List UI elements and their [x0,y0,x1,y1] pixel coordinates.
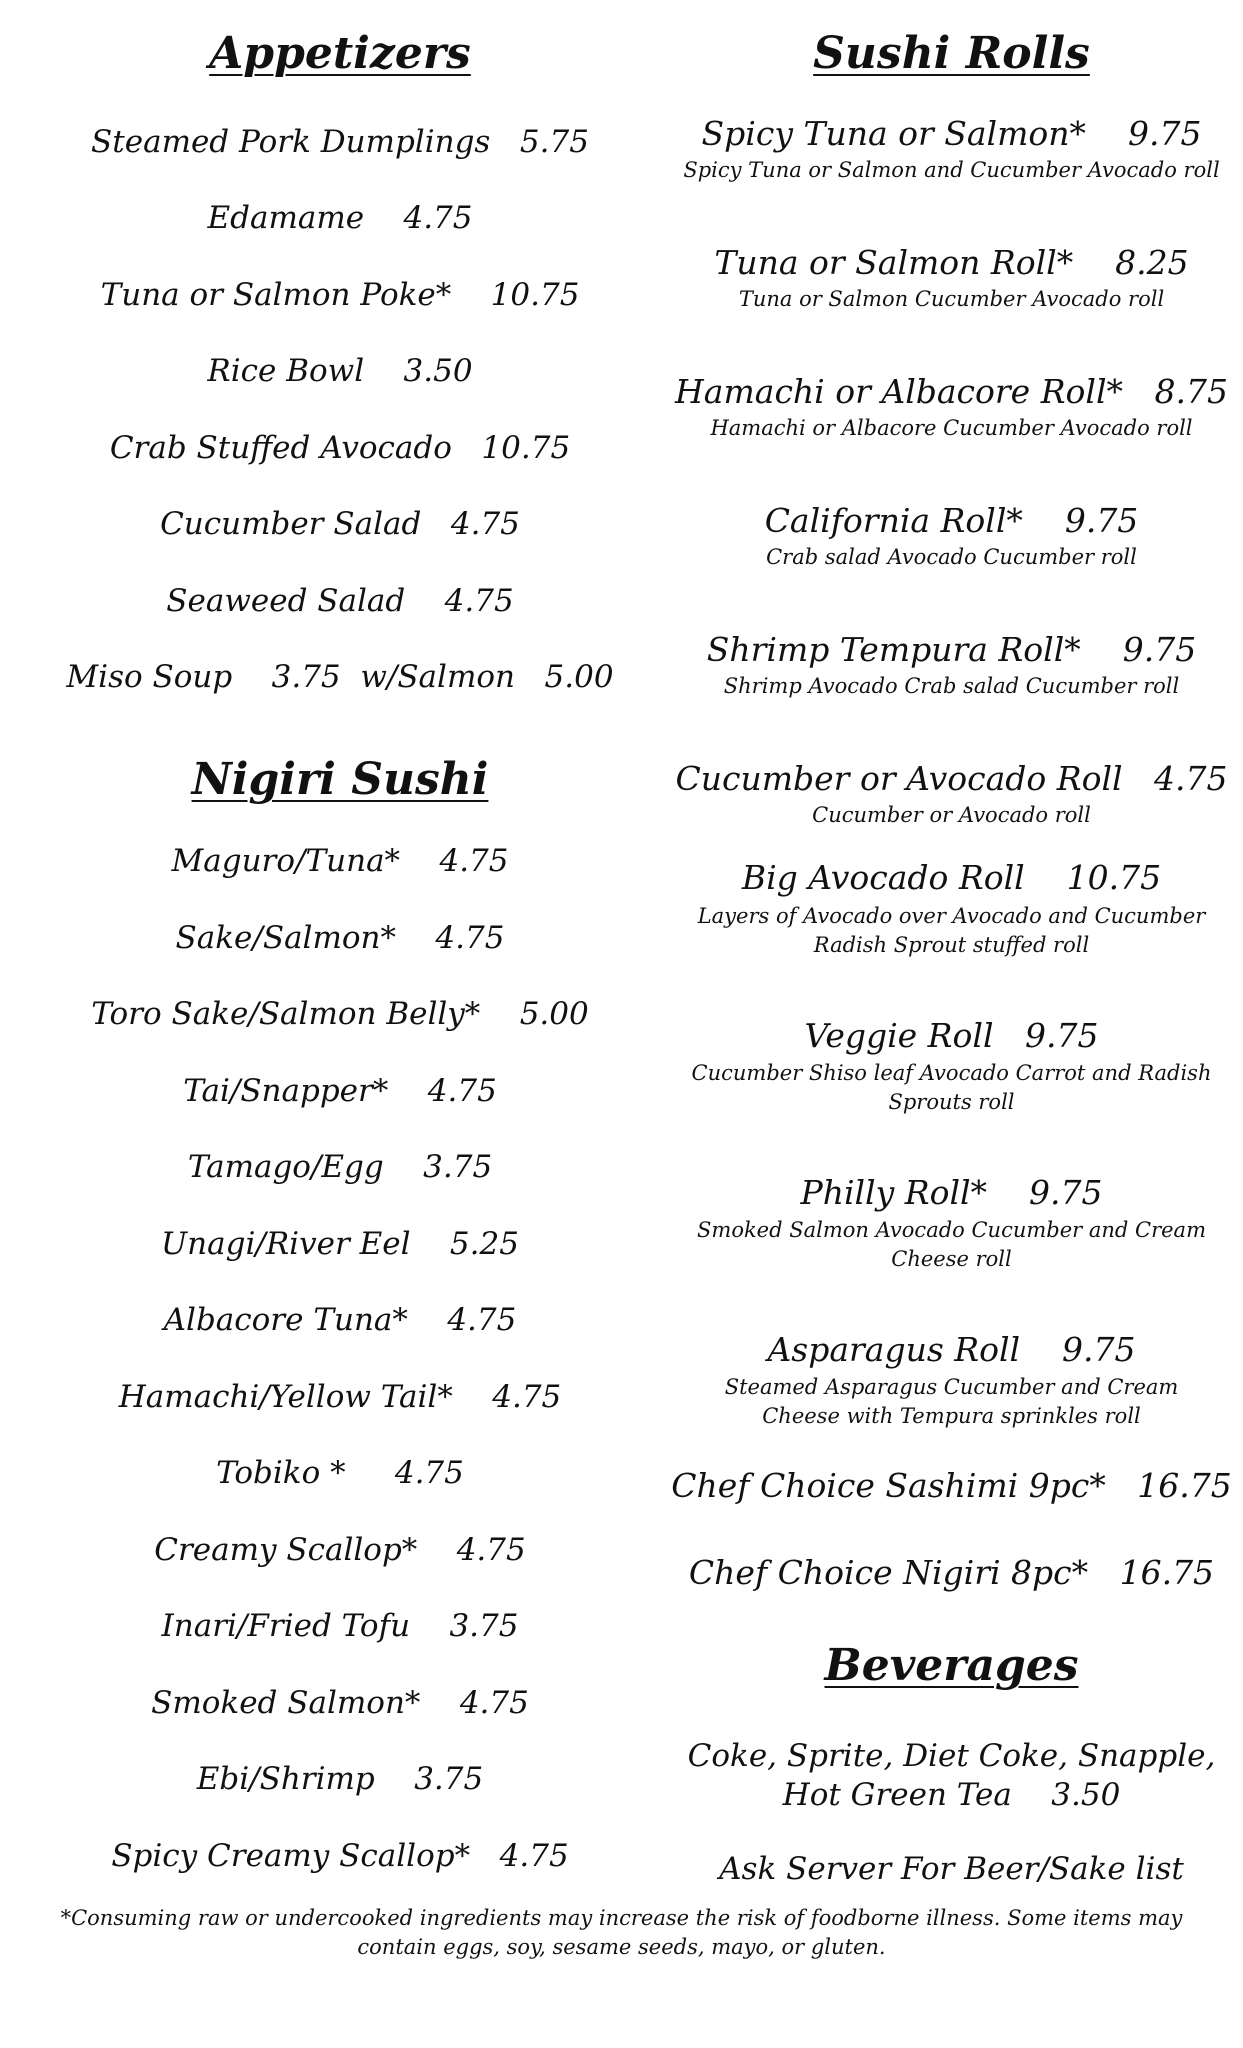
appetizer-item: Crab Stuffed Avocado 10.75 [109,430,571,466]
beverages-heading: Beverages [824,1640,1079,1691]
nigiri-item: Tobiko * 4.75 [216,1455,464,1491]
appetizer-item: Miso Soup 3.75 w/Salmon 5.00 [66,659,614,695]
roll-description: Crab salad Avocado Cucumber roll [766,545,1137,569]
allergy-footnote: *Consuming raw or undercooked ingredients may increase the risk of foodborne illness. Some items may contain eggs, soy, sesame seeds, mayo, or gluten. [60,1906,1183,1959]
roll-description: Hamachi or Albacore Cucumber Avocado roll [710,416,1193,440]
roll-description: Cucumber Shiso leaf Avocado Carrot and Radish Sprouts roll [691,1061,1212,1114]
roll-name: Shrimp Tempura Roll* 9.75 [706,630,1197,669]
nigiri-item: Creamy Scallop* 4.75 [154,1532,526,1568]
roll-name: Big Avocado Roll 10.75 [741,858,1162,897]
roll-description: Cucumber or Avocado roll [812,803,1091,827]
roll-description: Shrimp Avocado Crab salad Cucumber roll [723,674,1180,698]
appetizer-item: Edamame 4.75 [207,200,473,236]
appetizers-heading: Appetizers [209,28,471,79]
ask-server-note: Ask Server For Beer/Sake list [719,1851,1184,1887]
beverages-line: Coke, Sprite, Diet Coke, Snapple, [687,1738,1216,1774]
roll-name: Spicy Tuna or Salmon* 9.75 [701,114,1202,153]
roll-name: Chef Choice Sashimi 9pc* 16.75 [671,1466,1232,1505]
nigiri-item: Unagi/River Eel 5.25 [161,1226,519,1262]
nigiri-item: Inari/Fried Tofu 3.75 [161,1608,519,1644]
nigiri-item: Tamago/Egg 3.75 [187,1149,493,1185]
roll-description: Tuna or Salmon Cucumber Avocado roll [738,287,1165,311]
appetizer-item: Tuna or Salmon Poke* 10.75 [100,277,580,313]
roll-name: Philly Roll* 9.75 [800,1173,1103,1212]
nigiri-item: Toro Sake/Salmon Belly* 5.00 [91,996,589,1032]
nigiri-item: Hamachi/Yellow Tail* 4.75 [118,1379,562,1415]
nigiri-heading: Nigiri Sushi [191,754,489,805]
appetizer-item: Seaweed Salad 4.75 [166,583,514,619]
roll-name: Veggie Roll 9.75 [804,1016,1099,1055]
nigiri-item: Albacore Tuna* 4.75 [163,1302,517,1338]
sushi-rolls-heading: Sushi Rolls [813,28,1090,79]
roll-name: Tuna or Salmon Roll* 8.25 [714,243,1189,282]
nigiri-item: Tai/Snapper* 4.75 [183,1073,497,1109]
roll-name: Asparagus Roll 9.75 [767,1330,1136,1369]
appetizer-item: Steamed Pork Dumplings 5.75 [91,124,589,160]
nigiri-item: Ebi/Shrimp 3.75 [196,1761,484,1797]
roll-description: Layers of Avocado over Avocado and Cucumber Radish Sprout stuffed roll [697,904,1206,957]
roll-description: Spicy Tuna or Salmon and Cucumber Avocado roll [683,158,1220,182]
appetizer-item: Cucumber Salad 4.75 [160,506,520,542]
appetizer-item: Rice Bowl 3.50 [207,353,473,389]
roll-name: Hamachi or Albacore Roll* 8.75 [675,372,1228,411]
nigiri-item: Spicy Creamy Scallop* 4.75 [111,1838,569,1874]
nigiri-item: Maguro/Tuna* 4.75 [171,843,509,879]
beverages-drinks [660,1737,1243,1815]
roll-description: Smoked Salmon Avocado Cucumber and Cream Cheese roll [697,1218,1206,1271]
roll-description: Steamed Asparagus Cucumber and Cream Cheese with Tempura sprinkles roll [724,1375,1179,1428]
roll-name: California Roll* 9.75 [764,501,1139,540]
beverages-line: Hot Green Tea 3.50 [782,1777,1121,1813]
roll-name: Chef Choice Nigiri 8pc* 16.75 [688,1553,1215,1592]
roll-name: Cucumber or Avocado Roll 4.75 [675,759,1228,798]
nigiri-item: Sake/Salmon* 4.75 [175,920,505,956]
nigiri-item: Smoked Salmon* 4.75 [151,1685,529,1721]
